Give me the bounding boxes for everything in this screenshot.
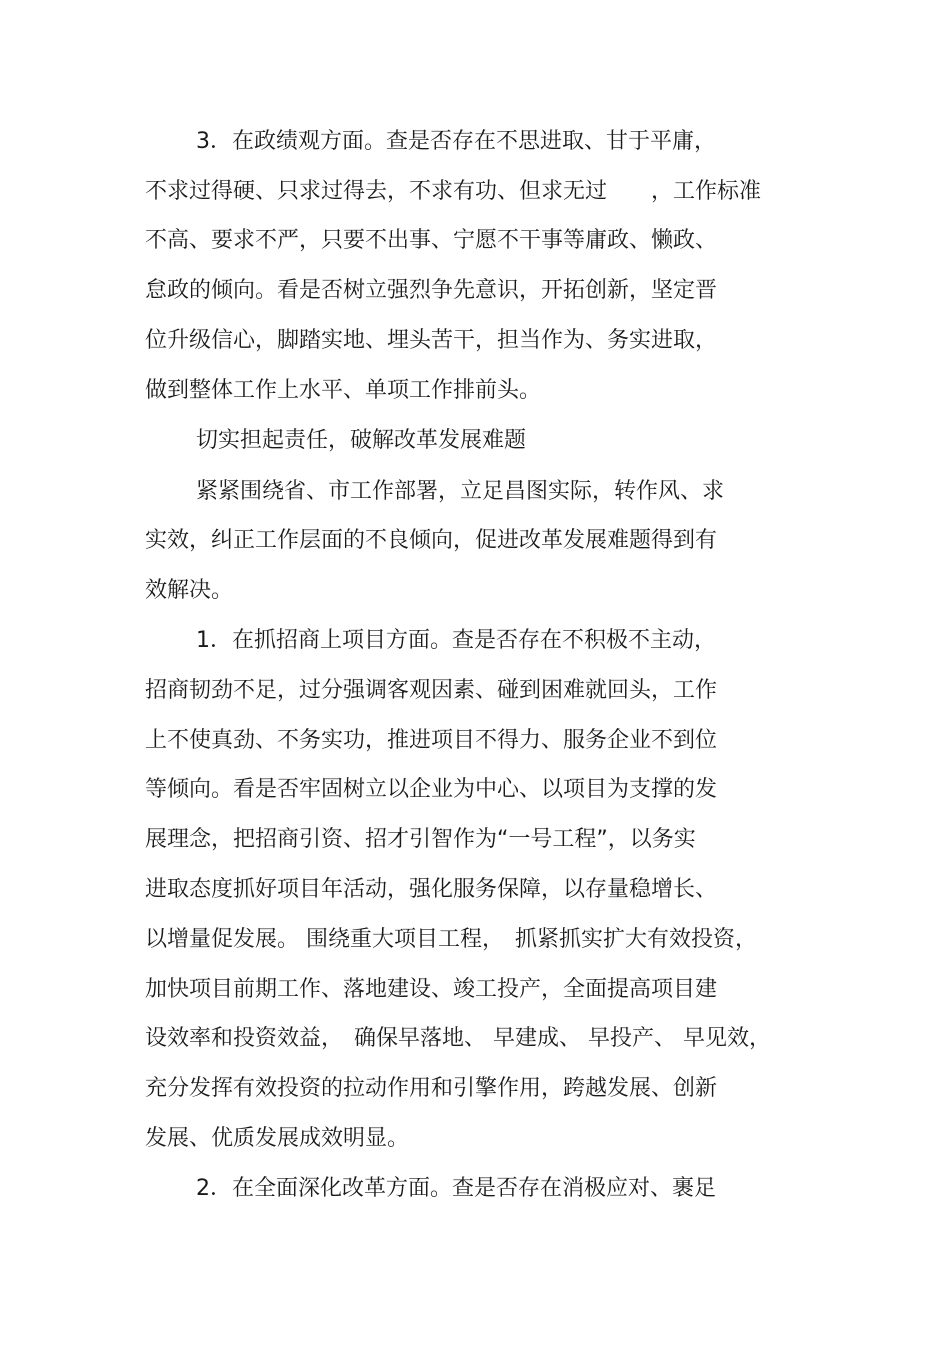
paragraph-line: 3．在政绩观方面。查是否存在不思进取、甘于平庸， [196,129,716,154]
paragraph-line: 展理念，把招商引资、招才引智作为“一号工程”，以务实 [145,827,696,852]
paragraph-line: 1．在抓招商上项目方面。查是否存在不积极不主动， [196,628,716,653]
paragraph-line: 怠政的倾向。看是否树立强烈争先意识，开拓创新，坚定晋 [145,278,718,303]
paragraph-line: 紧紧围绕省、市工作部署，立足昌图实际，转作风、求 [196,479,725,504]
paragraph-line: 做到整体工作上水平、单项工作排前头。 [145,378,542,403]
paragraph-line: 不求过得硬、只求过得去，不求有功、但求无过 ，工作标准 [145,179,762,204]
paragraph-line: 实效，纠正工作层面的不良倾向，促进改革发展难题得到有 [145,528,718,553]
paragraph-line: 上不使真劲、不务实功，推进项目不得力、服务企业不到位 [145,728,718,753]
paragraph-line: 不高、要求不严，只要不出事、宁愿不干事等庸政、懒政、 [145,228,718,253]
paragraph-line: 招商韧劲不足，过分强调客观因素、碰到困难就回头，工作 [145,678,718,703]
paragraph-line: 等倾向。看是否牢固树立以企业为中心、以项目为支撑的发 [145,777,718,802]
paragraph-line: 2．在全面深化改革方面。查是否存在消极应对、裹足 [196,1176,716,1201]
paragraph-line: 发展、优质发展成效明显。 [145,1126,410,1151]
paragraph-line: 设效率和投资效益， 确保早落地、 早建成、 早投产、 早见效， [145,1026,771,1051]
paragraph-line: 效解决。 [145,578,234,603]
section-heading: 切实担起责任，破解改革发展难题 [196,428,527,453]
paragraph-line: 充分发挥有效投资的拉动作用和引擎作用，跨越发展、创新 [145,1076,718,1101]
paragraph-line: 进取态度抓好项目年活动，强化服务保障，以存量稳增长、 [145,877,718,902]
paragraph-line: 以增量促发展。 围绕重大项目工程， 抓紧抓实扩大有效投资， [145,927,757,952]
paragraph-line: 加快项目前期工作、落地建设、竣工投产，全面提高项目建 [145,977,718,1002]
paragraph-line: 位升级信心，脚踏实地、埋头苦干，担当作为、务实进取， [145,328,718,353]
